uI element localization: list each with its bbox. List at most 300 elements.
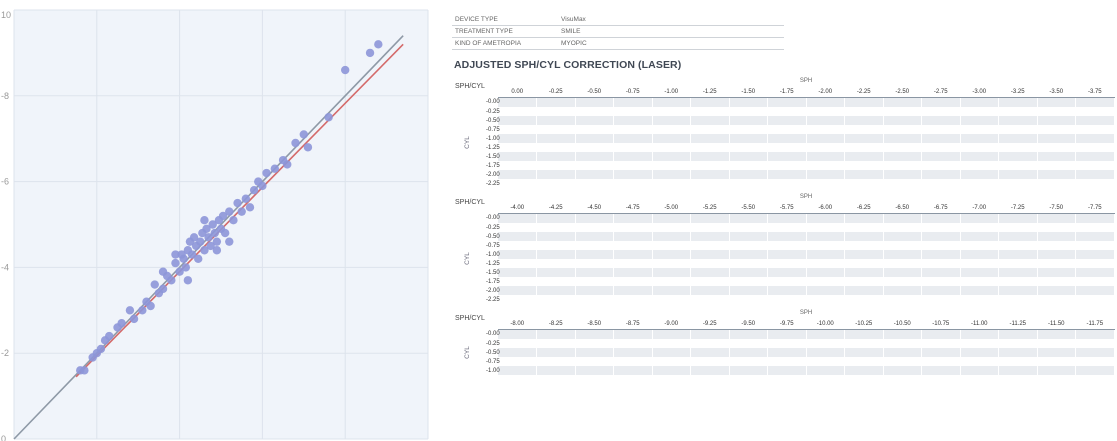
table-cell: [806, 259, 845, 268]
sph-column-header: -4.25: [537, 202, 576, 214]
table-cell: [883, 268, 922, 277]
sph-column-header: -9.00: [652, 318, 691, 330]
table-cell: [806, 107, 845, 116]
table-row: [452, 125, 1114, 134]
table-cell: [498, 348, 537, 357]
cyl-row-label: -2.00: [486, 287, 500, 294]
table-cell: [999, 143, 1038, 152]
sph-column-header: -9.75: [768, 318, 807, 330]
table-cell: [999, 179, 1038, 188]
table-cell: [922, 134, 961, 143]
sph-column-header: -4.00: [498, 202, 537, 214]
cyl-row-label: -0.50: [486, 117, 500, 124]
table-cell: [1076, 134, 1115, 143]
table-row: [452, 241, 1114, 250]
meta-value: SMILE: [558, 26, 784, 38]
table-cell: [768, 348, 807, 357]
table-cell: [1037, 366, 1076, 375]
table-row: [452, 366, 1114, 375]
table-cell: [883, 116, 922, 125]
table-cell: [614, 277, 653, 286]
table-cell: [1037, 125, 1076, 134]
sph-column-header: -3.50: [1037, 86, 1076, 98]
table-row: [452, 232, 1114, 241]
table-cell: [729, 170, 768, 179]
cyl-row-label: -1.00: [486, 135, 500, 142]
table-cell: [845, 339, 884, 348]
cyl-row-label: -0.75: [486, 126, 500, 133]
table-cell: [806, 214, 845, 224]
table-cell: [883, 277, 922, 286]
table-cell: [1076, 98, 1115, 108]
table-cell: [768, 366, 807, 375]
table-cell: [922, 295, 961, 304]
table-cell: [1037, 98, 1076, 108]
table-row: [452, 161, 1114, 170]
table-cell: [999, 161, 1038, 170]
table-cell: [1076, 125, 1115, 134]
table-cell: [960, 286, 999, 295]
table-cell: [498, 134, 537, 143]
table-cell: [575, 357, 614, 366]
meta-value: VisuMax: [558, 14, 784, 26]
sph-column-header: -0.50: [575, 86, 614, 98]
table-cell: [652, 286, 691, 295]
table-cell: [537, 330, 576, 340]
cyl-row-label: -2.00: [486, 171, 500, 178]
table-cell: [922, 223, 961, 232]
table-cell: [922, 214, 961, 224]
table-cell: [806, 277, 845, 286]
table-cell: [845, 241, 884, 250]
table-cell: [1037, 295, 1076, 304]
table-cell: [806, 339, 845, 348]
cyl-row-label: -0.75: [486, 358, 500, 365]
table-cell: [960, 107, 999, 116]
data-point: [130, 315, 138, 323]
data-point: [138, 306, 146, 314]
table-cell: [960, 295, 999, 304]
table-cell: [922, 125, 961, 134]
table-cell: [691, 250, 730, 259]
table-cell: [960, 214, 999, 224]
data-point: [341, 66, 349, 74]
cyl-row-label: -0.00: [486, 99, 500, 106]
table-cell: [614, 214, 653, 224]
table-cell: [999, 250, 1038, 259]
table-row: [452, 223, 1114, 232]
table-cell: [845, 107, 884, 116]
data-point: [200, 216, 208, 224]
table-cell: [537, 125, 576, 134]
table-cell: [691, 357, 730, 366]
table-cell: [537, 268, 576, 277]
table-cell: [614, 161, 653, 170]
sph-column-header: -6.25: [845, 202, 884, 214]
data-point: [159, 285, 167, 293]
table-cell: [729, 223, 768, 232]
table-cell: [537, 179, 576, 188]
table-cell: [883, 232, 922, 241]
table-cell: [845, 223, 884, 232]
table-cell: [922, 152, 961, 161]
table-cell: [999, 223, 1038, 232]
table-cell: [729, 357, 768, 366]
correction-table-block: [452, 192, 1114, 304]
table-cell: [729, 366, 768, 375]
table-cell: [652, 348, 691, 357]
table-cell: [691, 286, 730, 295]
table-cell: [883, 259, 922, 268]
table-cell: [1076, 286, 1115, 295]
table-cell: [498, 277, 537, 286]
table-row: [452, 98, 1114, 108]
table-cell: [845, 259, 884, 268]
table-cell: [1076, 330, 1115, 340]
cyl-row-label: -1.75: [486, 278, 500, 285]
table-cell: [729, 259, 768, 268]
table-cell: [652, 116, 691, 125]
table-cell: [960, 179, 999, 188]
data-point: [126, 306, 134, 314]
sph-column-header: -10.25: [845, 318, 884, 330]
cyl-label-text: CYL: [463, 345, 471, 359]
table-cell: [999, 286, 1038, 295]
table-cell: [845, 250, 884, 259]
table-cell: [845, 116, 884, 125]
table-cell: [999, 98, 1038, 108]
table-cell: [1037, 232, 1076, 241]
table-cell: [575, 107, 614, 116]
sph-column-header: -4.75: [614, 202, 653, 214]
table-row: [452, 330, 1114, 340]
table-cell: [575, 134, 614, 143]
table-cell: [537, 339, 576, 348]
table-row: [452, 268, 1114, 277]
table-cell: [691, 125, 730, 134]
table-cell: [498, 241, 537, 250]
sph-column-header: -8.75: [614, 318, 653, 330]
table-cell: [614, 286, 653, 295]
sph-column-header: -3.00: [960, 86, 999, 98]
table-cell: [614, 241, 653, 250]
table-cell: [845, 366, 884, 375]
table-cell: [845, 232, 884, 241]
y-tick-label: 0: [1, 434, 7, 441]
sph-column-header: -6.00: [806, 202, 845, 214]
table-cell: [652, 179, 691, 188]
data-point: [180, 255, 188, 263]
table-cell: [575, 268, 614, 277]
table-cell: [960, 366, 999, 375]
table-cell: [614, 348, 653, 357]
table-cell: [614, 232, 653, 241]
table-cell: [1076, 214, 1115, 224]
table-cell: [652, 241, 691, 250]
table-cell: [1037, 143, 1076, 152]
table-cell: [1037, 250, 1076, 259]
table-cell: [537, 116, 576, 125]
table-cell: [768, 161, 807, 170]
table-cell: [768, 125, 807, 134]
sph-column-header: -6.75: [922, 202, 961, 214]
table-cell: [614, 170, 653, 179]
table-cell: [845, 98, 884, 108]
table-cell: [960, 116, 999, 125]
data-point: [291, 139, 299, 147]
data-point: [117, 319, 125, 327]
table-cell: [652, 268, 691, 277]
table-cell: [960, 250, 999, 259]
sph-column-header: -0.25: [537, 86, 576, 98]
table-cell: [960, 339, 999, 348]
table-cell: [614, 134, 653, 143]
table-cell: [845, 286, 884, 295]
table-cell: [845, 214, 884, 224]
table-cell: [691, 134, 730, 143]
table-cell: [806, 241, 845, 250]
sph-column-header: -5.25: [691, 202, 730, 214]
table-cell: [1076, 259, 1115, 268]
table-cell: [691, 348, 730, 357]
sph-column-header: -8.25: [537, 318, 576, 330]
table-cell: [537, 348, 576, 357]
data-point: [97, 345, 105, 353]
meta-row: [452, 26, 784, 38]
table-cell: [575, 179, 614, 188]
table-cell: [999, 134, 1038, 143]
table-cell: [652, 295, 691, 304]
sph-column-header: -9.25: [691, 318, 730, 330]
table-cell: [729, 286, 768, 295]
table-cell: [922, 170, 961, 179]
table-cell: [768, 134, 807, 143]
data-point: [167, 276, 175, 284]
table-cell: [691, 223, 730, 232]
table-cell: [614, 107, 653, 116]
table-cell: [537, 286, 576, 295]
table-cell: [575, 259, 614, 268]
table-cell: [768, 179, 807, 188]
cyl-axis-label: [452, 214, 482, 305]
table-cell: [498, 330, 537, 340]
table-cell: [1037, 330, 1076, 340]
table-cell: [768, 250, 807, 259]
table-cell: [498, 259, 537, 268]
table-cell: [806, 161, 845, 170]
table-cell: [537, 232, 576, 241]
table-row: [452, 170, 1114, 179]
table-cell: [922, 277, 961, 286]
table-cell: [691, 259, 730, 268]
y-tick-label: -6: [1, 176, 10, 187]
sph-column-header: -7.75: [1076, 202, 1115, 214]
table-cell: [614, 295, 653, 304]
table-cell: [999, 348, 1038, 357]
table-cell: [575, 170, 614, 179]
table-cell: [575, 295, 614, 304]
table-cell: [1037, 223, 1076, 232]
meta-key: KIND OF AMETROPIA: [452, 38, 558, 50]
table-cell: [729, 277, 768, 286]
table-cell: [1037, 339, 1076, 348]
table-cell: [1076, 179, 1115, 188]
table-cell: [960, 152, 999, 161]
table-cell: [883, 179, 922, 188]
data-point: [171, 259, 179, 267]
table-cell: [1076, 107, 1115, 116]
table-cell: [729, 348, 768, 357]
data-point: [262, 169, 270, 177]
data-point: [242, 195, 250, 203]
data-point: [184, 276, 192, 284]
table-cell: [575, 330, 614, 340]
table-row: [452, 250, 1114, 259]
table-cell: [1076, 250, 1115, 259]
table-cell: [691, 161, 730, 170]
table-cell: [806, 366, 845, 375]
table-cell: [922, 250, 961, 259]
table-cell: [614, 250, 653, 259]
table-cell: [960, 348, 999, 357]
section-title: ADJUSTED SPH/CYL CORRECTION (LASER): [454, 59, 682, 71]
table-cell: [1037, 179, 1076, 188]
table-cell: [960, 170, 999, 179]
table-cell: [960, 330, 999, 340]
sph-column-header: 0.00: [498, 86, 537, 98]
meta-key: TREATMENT TYPE: [452, 26, 558, 38]
table-cell: [806, 268, 845, 277]
table-cell: [768, 223, 807, 232]
table-cell: [498, 223, 537, 232]
table-cell: [960, 125, 999, 134]
data-point: [304, 143, 312, 151]
table-row: [452, 286, 1114, 295]
cyl-row-label: -0.00: [486, 215, 500, 222]
y-tick-label: 10: [1, 10, 12, 20]
table-cell: [1076, 339, 1115, 348]
table-cell: [999, 330, 1038, 340]
data-point: [229, 216, 237, 224]
table-cell: [922, 339, 961, 348]
table-cell: [498, 214, 537, 224]
cyl-row-label: -0.50: [486, 349, 500, 356]
table-cell: [922, 366, 961, 375]
table-cell: [960, 161, 999, 170]
table-cell: [1076, 143, 1115, 152]
table-cell: [922, 179, 961, 188]
sph-column-header: -2.00: [806, 86, 845, 98]
sph-cyl-corner-label: SPH/CYL: [455, 315, 485, 323]
sph-header: SPH: [799, 78, 813, 84]
table-cell: [498, 152, 537, 161]
table-cell: [691, 98, 730, 108]
table-cell: [537, 223, 576, 232]
table-cell: [691, 295, 730, 304]
cyl-axis-label: [452, 330, 482, 376]
table-cell: [768, 98, 807, 108]
table-cell: [498, 161, 537, 170]
data-point: [258, 182, 266, 190]
table-cell: [575, 152, 614, 161]
cyl-row-label: -2.25: [486, 296, 500, 303]
table-cell: [883, 286, 922, 295]
table-row: [452, 143, 1114, 152]
table-cell: [652, 134, 691, 143]
table-cell: [806, 250, 845, 259]
table-cell: [806, 143, 845, 152]
sph-column-header: -2.50: [883, 86, 922, 98]
data-point: [246, 203, 254, 211]
sph-column-header: -3.75: [1076, 86, 1115, 98]
table-cell: [883, 339, 922, 348]
table-cell: [806, 223, 845, 232]
sph-header: SPH: [799, 310, 813, 316]
sph-column-header: -5.50: [729, 202, 768, 214]
table-cell: [1037, 286, 1076, 295]
table-cell: [1037, 152, 1076, 161]
table-cell: [806, 232, 845, 241]
table-cell: [1076, 295, 1115, 304]
data-point: [221, 229, 229, 237]
table-cell: [729, 116, 768, 125]
table-cell: [614, 179, 653, 188]
table-cell: [729, 152, 768, 161]
table-cell: [768, 152, 807, 161]
table-cell: [845, 143, 884, 152]
correction-table: [452, 308, 1115, 375]
table-cell: [883, 357, 922, 366]
y-tick-label: -4: [1, 262, 10, 273]
sph-column-header: -11.50: [1037, 318, 1076, 330]
sph-column-header: -10.00: [806, 318, 845, 330]
table-cell: [575, 223, 614, 232]
table-cell: [537, 277, 576, 286]
table-cell: [537, 259, 576, 268]
table-cell: [652, 357, 691, 366]
table-cell: [883, 348, 922, 357]
table-cell: [806, 348, 845, 357]
table-cell: [883, 241, 922, 250]
table-cell: [729, 98, 768, 108]
table-cell: [537, 134, 576, 143]
table-row: [452, 134, 1114, 143]
table-cell: [806, 152, 845, 161]
sph-column-header: -1.50: [729, 86, 768, 98]
table-cell: [691, 179, 730, 188]
data-point: [213, 237, 221, 245]
table-cell: [1037, 241, 1076, 250]
table-cell: [652, 259, 691, 268]
table-cell: [652, 232, 691, 241]
table-cell: [922, 116, 961, 125]
table-cell: [729, 214, 768, 224]
table-cell: [1037, 170, 1076, 179]
table-cell: [537, 295, 576, 304]
table-cell: [960, 134, 999, 143]
table-cell: [845, 152, 884, 161]
table-cell: [999, 259, 1038, 268]
table-cell: [691, 339, 730, 348]
table-cell: [768, 277, 807, 286]
table-cell: [768, 214, 807, 224]
correction-table: [452, 76, 1115, 188]
table-cell: [498, 98, 537, 108]
table-cell: [691, 214, 730, 224]
table-cell: [575, 161, 614, 170]
table-cell: [768, 295, 807, 304]
table-cell: [652, 339, 691, 348]
